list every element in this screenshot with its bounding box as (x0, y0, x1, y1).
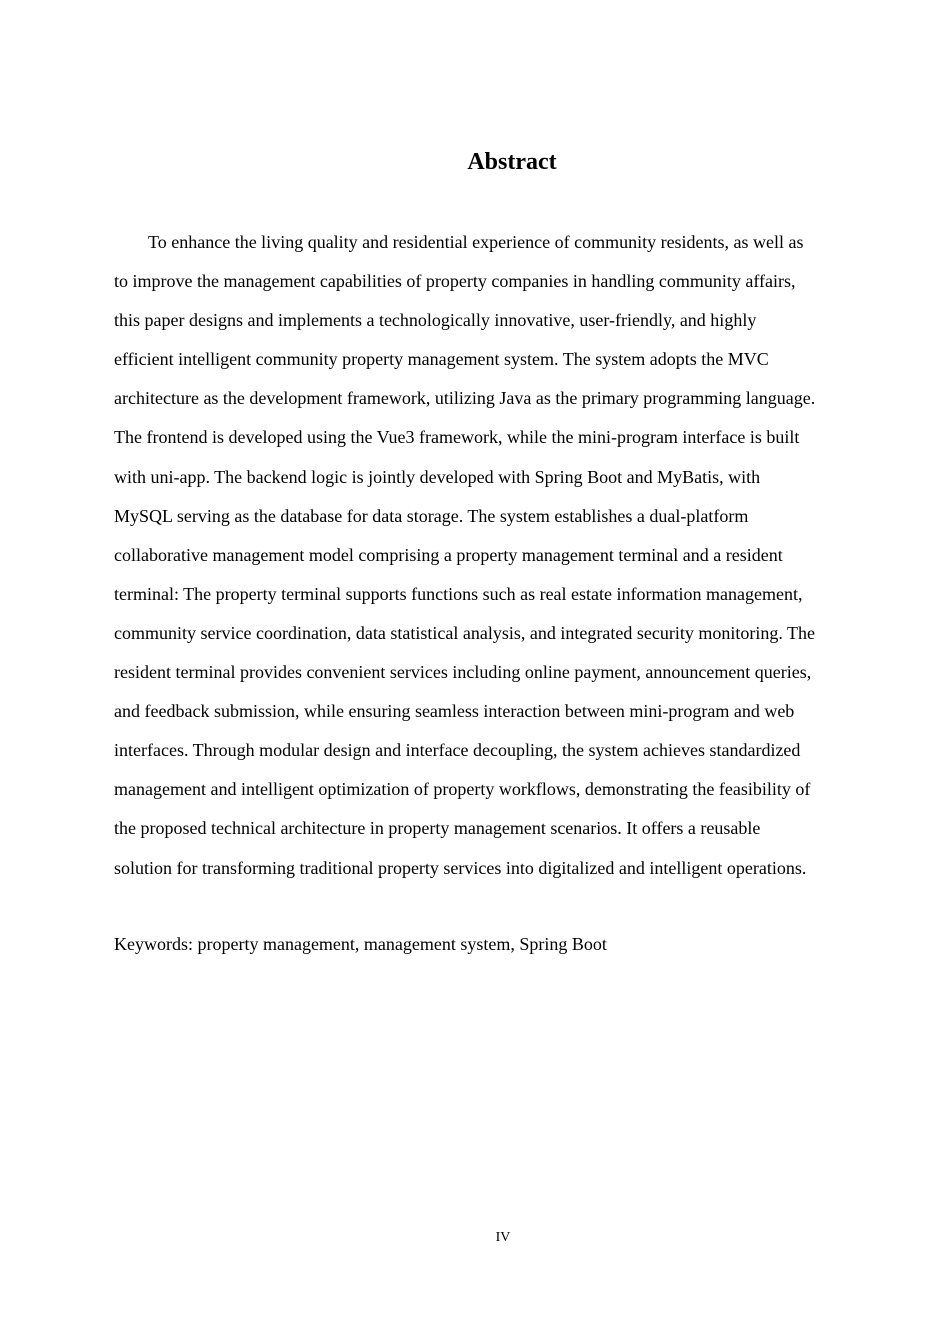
abstract-line: To enhance the living quality and residential experience of community residents, as well as (148, 232, 804, 252)
abstract-body (114, 223, 864, 888)
keywords-line: Keywords: property management, management system, Spring Boot (114, 934, 607, 954)
abstract-line: solution for transforming traditional property services into digitalized and intelligent operations. (114, 857, 807, 878)
abstract-title: Abstract (467, 149, 557, 175)
abstract-line: with uni-app. The backend logic is jointly developed with Spring Boot and MyBatis, with (114, 466, 761, 487)
abstract-line: MySQL serving as the database for data storage. The system establishes a dual-platform (114, 505, 749, 526)
abstract-line: efficient intelligent community property management system. The system adopts the MVC (114, 349, 769, 370)
abstract-line: The frontend is developed using the Vue3 framework, while the mini-program interface is built (114, 427, 800, 448)
abstract-line: terminal: The property terminal supports functions such as real estate information management, (114, 583, 803, 604)
abstract-line: the proposed technical architecture in property management scenarios. It offers a reusable (114, 818, 761, 839)
abstract-line: this paper designs and implements a technologically innovative, user-friendly, and highly (114, 310, 757, 331)
abstract-line: community service coordination, data statistical analysis, and integrated security monitoring. The (114, 622, 815, 643)
abstract-line: to improve the management capabilities of property companies in handling community affairs, (114, 271, 796, 292)
abstract-line: management and intelligent optimization of property workflows, demonstrating the feasibility of (114, 779, 811, 800)
abstract-line: and feedback submission, while ensuring seamless interaction between mini-program and web (114, 701, 795, 722)
abstract-line: resident terminal provides convenient services including online payment, announcement queries, (114, 662, 812, 683)
abstract-line: interfaces. Through modular design and interface decoupling, the system achieves standardized (114, 740, 801, 761)
page-number: IV (495, 1230, 511, 1245)
abstract-line: architecture as the development framework, utilizing Java as the primary programming language. (114, 388, 816, 409)
abstract-line: collaborative management model comprising a property management terminal and a resident (114, 544, 783, 565)
